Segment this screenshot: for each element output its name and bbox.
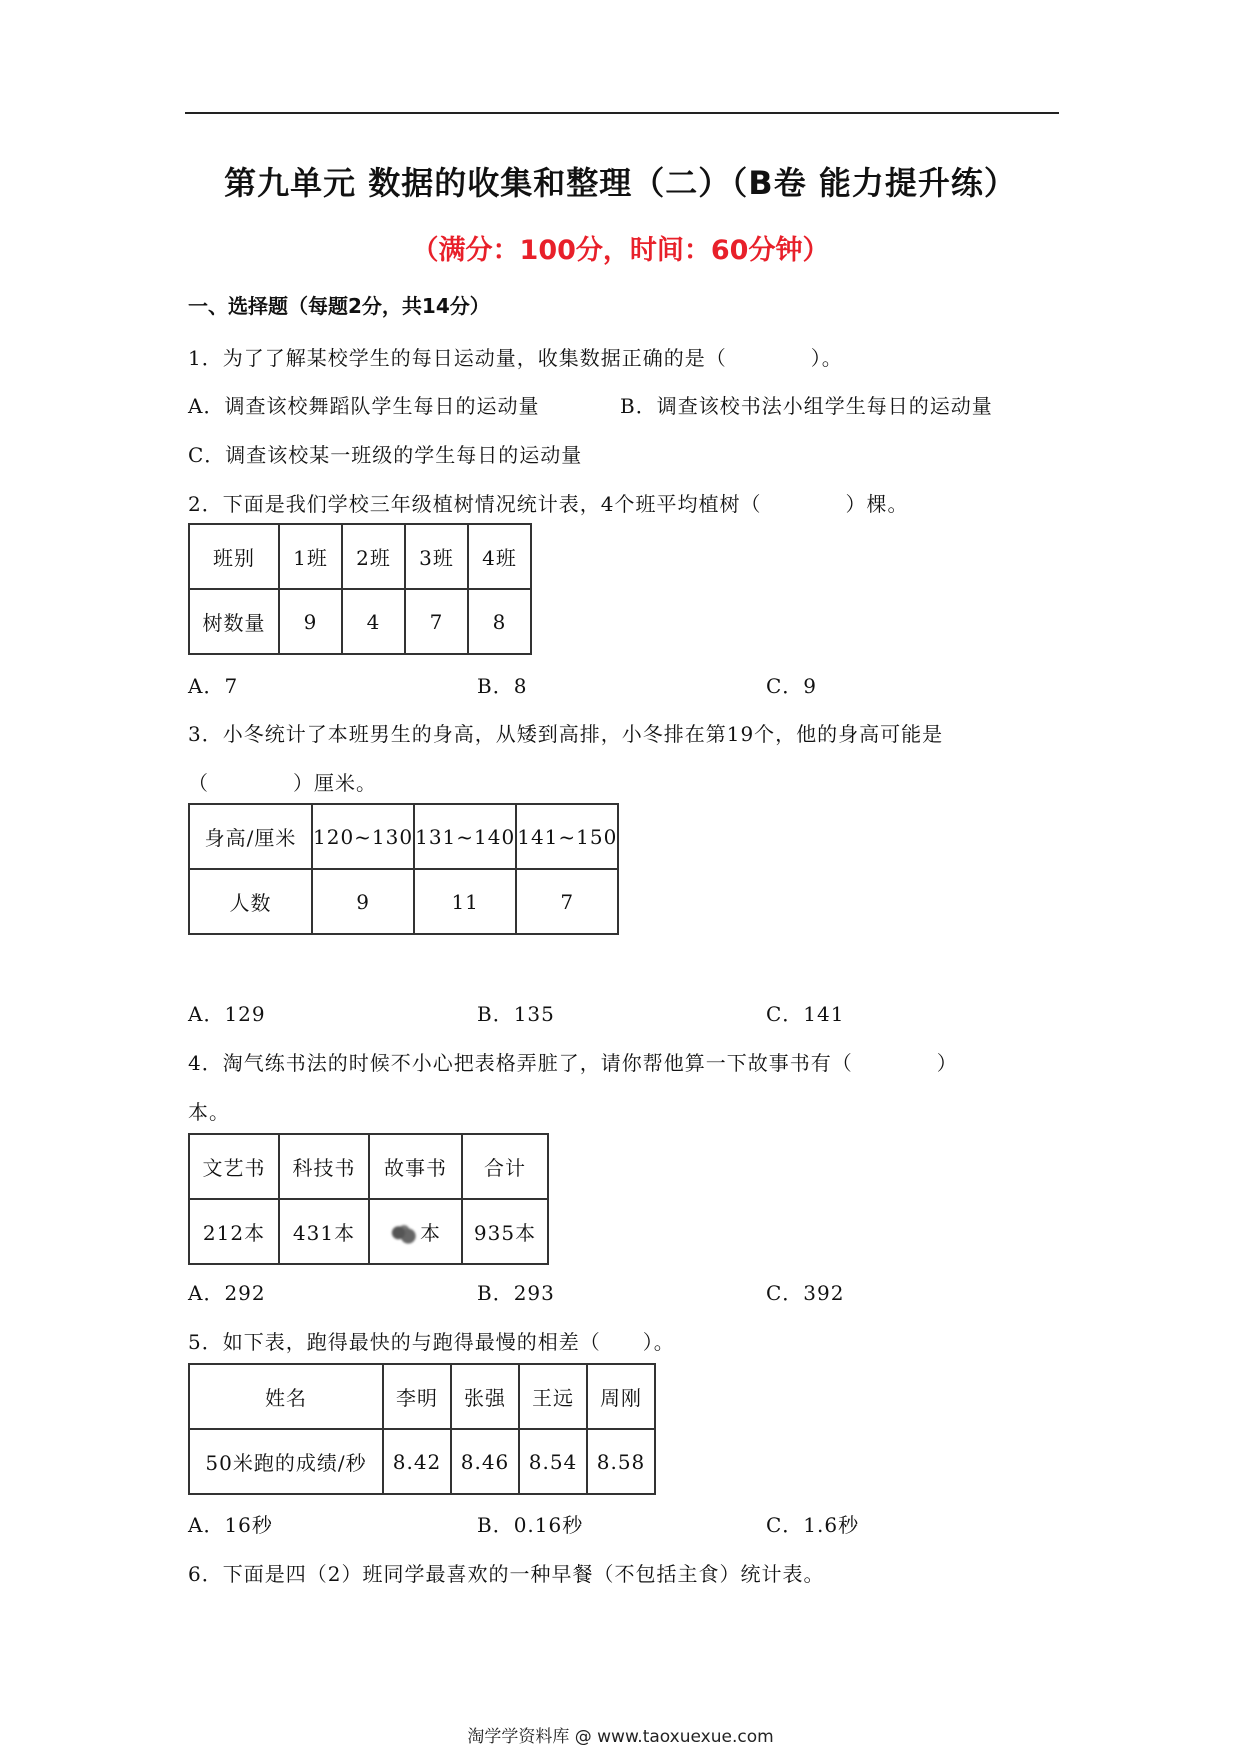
ink-smudge bbox=[390, 1224, 418, 1246]
q5-header-cell: 张强 bbox=[451, 1364, 519, 1429]
section-heading: 一、选择题（每题2分，共14分） bbox=[188, 294, 490, 318]
q1-option-a: A．调查该校舞蹈队学生每日的运动量 bbox=[188, 394, 540, 418]
q5-data-cell: 8.46 bbox=[451, 1429, 519, 1494]
q3-stem-line1: 3．小冬统计了本班男生的身高，从矮到高排，小冬排在第19个，他的身高可能是 bbox=[188, 722, 944, 746]
q5-data-cell: 8.42 bbox=[383, 1429, 451, 1494]
q1-stem: 1．为了了解某校学生的每日运动量，收集数据正确的是（ ）。 bbox=[188, 346, 843, 370]
q4-option-c: C．392 bbox=[766, 1281, 845, 1305]
q5-data-cell: 50米跑的成绩/秒 bbox=[189, 1429, 383, 1494]
q3-table-header-row bbox=[189, 804, 618, 869]
q4-table bbox=[188, 1133, 549, 1265]
q3-header-cell: 身高/厘米 bbox=[189, 804, 312, 869]
q2-data-cell: 4 bbox=[342, 589, 405, 654]
q2-option-b: B．8 bbox=[477, 674, 528, 698]
q5-header-cell: 周刚 bbox=[587, 1364, 655, 1429]
q3-stem-line2: （ ）厘米。 bbox=[188, 771, 377, 795]
q5-header-cell: 姓名 bbox=[189, 1364, 383, 1429]
q3-option-a: A．129 bbox=[188, 1002, 266, 1026]
q5-option-a: A．16秒 bbox=[188, 1513, 273, 1537]
q3-data-cell: 7 bbox=[516, 869, 618, 934]
q5-table-data-row bbox=[189, 1429, 655, 1494]
q5-stem: 5．如下表，跑得最快的与跑得最慢的相差（ ）。 bbox=[188, 1330, 675, 1354]
top-rule bbox=[185, 112, 1059, 114]
q5-header-cell: 李明 bbox=[383, 1364, 451, 1429]
footer-source: 淘学学资料库 @ www.taoxuexue.com bbox=[467, 1727, 774, 1747]
q2-option-c: C．9 bbox=[766, 674, 818, 698]
q2-header-cell: 班别 bbox=[189, 524, 279, 589]
q2-header-cell: 1班 bbox=[279, 524, 342, 589]
q3-data-cell: 9 bbox=[312, 869, 414, 934]
q3-header-cell: 131~140 bbox=[414, 804, 516, 869]
q4-stem-line2: 本。 bbox=[188, 1100, 230, 1124]
q2-data-cell: 7 bbox=[405, 589, 468, 654]
q3-header-cell: 120~130 bbox=[312, 804, 414, 869]
q3-option-b: B．135 bbox=[477, 1002, 555, 1026]
q4-data-cell: 935本 bbox=[462, 1199, 548, 1264]
q3-option-c: C．141 bbox=[766, 1002, 845, 1026]
q3-data-cell: 人数 bbox=[189, 869, 312, 934]
q4-table-header-row bbox=[189, 1134, 548, 1199]
q4-table-data-row bbox=[189, 1199, 548, 1264]
q4-option-b: B．293 bbox=[477, 1281, 555, 1305]
q3-data-cell: 11 bbox=[414, 869, 516, 934]
q5-data-cell: 8.54 bbox=[519, 1429, 587, 1494]
q4-data-cell-smudged bbox=[369, 1199, 462, 1264]
q2-option-a: A．7 bbox=[188, 674, 239, 698]
q4-header-cell: 文艺书 bbox=[189, 1134, 279, 1199]
q2-table-header-row bbox=[189, 524, 531, 589]
q6-stem: 6．下面是四（2）班同学最喜欢的一种早餐（不包括主食）统计表。 bbox=[188, 1562, 825, 1586]
q2-table-data-row bbox=[189, 589, 531, 654]
q1-option-b: B．调查该校书法小组学生每日的运动量 bbox=[620, 394, 993, 418]
q2-header-cell: 3班 bbox=[405, 524, 468, 589]
q4-data-cell: 431本 bbox=[279, 1199, 369, 1264]
q5-option-c: C．1.6秒 bbox=[766, 1513, 860, 1537]
q2-header-cell: 4班 bbox=[468, 524, 531, 589]
q5-data-cell: 8.58 bbox=[587, 1429, 655, 1494]
q5-header-cell: 王远 bbox=[519, 1364, 587, 1429]
page-subtitle: （满分：100分，时间：60分钟） bbox=[411, 235, 830, 266]
q4-header-cell: 科技书 bbox=[279, 1134, 369, 1199]
q3-table bbox=[188, 803, 619, 935]
q5-option-b: B．0.16秒 bbox=[477, 1513, 584, 1537]
q2-table bbox=[188, 523, 532, 655]
q2-data-cell: 9 bbox=[279, 589, 342, 654]
q2-stem: 2．下面是我们学校三年级植树情况统计表，4个班平均植树（ ）棵。 bbox=[188, 492, 909, 516]
q4-stem-line1: 4．淘气练书法的时候不小心把表格弄脏了，请你帮他算一下故事书有（ ） bbox=[188, 1051, 958, 1075]
q5-table-header-row bbox=[189, 1364, 655, 1429]
q4-header-cell: 合计 bbox=[462, 1134, 548, 1199]
q4-smudged-unit: 本 bbox=[420, 1221, 441, 1245]
q4-data-cell: 212本 bbox=[189, 1199, 279, 1264]
q4-option-a: A．292 bbox=[188, 1281, 266, 1305]
page-title: 第九单元 数据的收集和整理（二）（B卷 能力提升练） bbox=[224, 164, 1017, 202]
q1-option-c: C．调查该校某一班级的学生每日的运动量 bbox=[188, 443, 583, 467]
q3-table-data-row bbox=[189, 869, 618, 934]
q3-header-cell: 141~150 bbox=[516, 804, 618, 869]
q5-table bbox=[188, 1363, 656, 1495]
q4-header-cell: 故事书 bbox=[369, 1134, 462, 1199]
q2-data-cell: 树数量 bbox=[189, 589, 279, 654]
q2-header-cell: 2班 bbox=[342, 524, 405, 589]
q2-data-cell: 8 bbox=[468, 589, 531, 654]
